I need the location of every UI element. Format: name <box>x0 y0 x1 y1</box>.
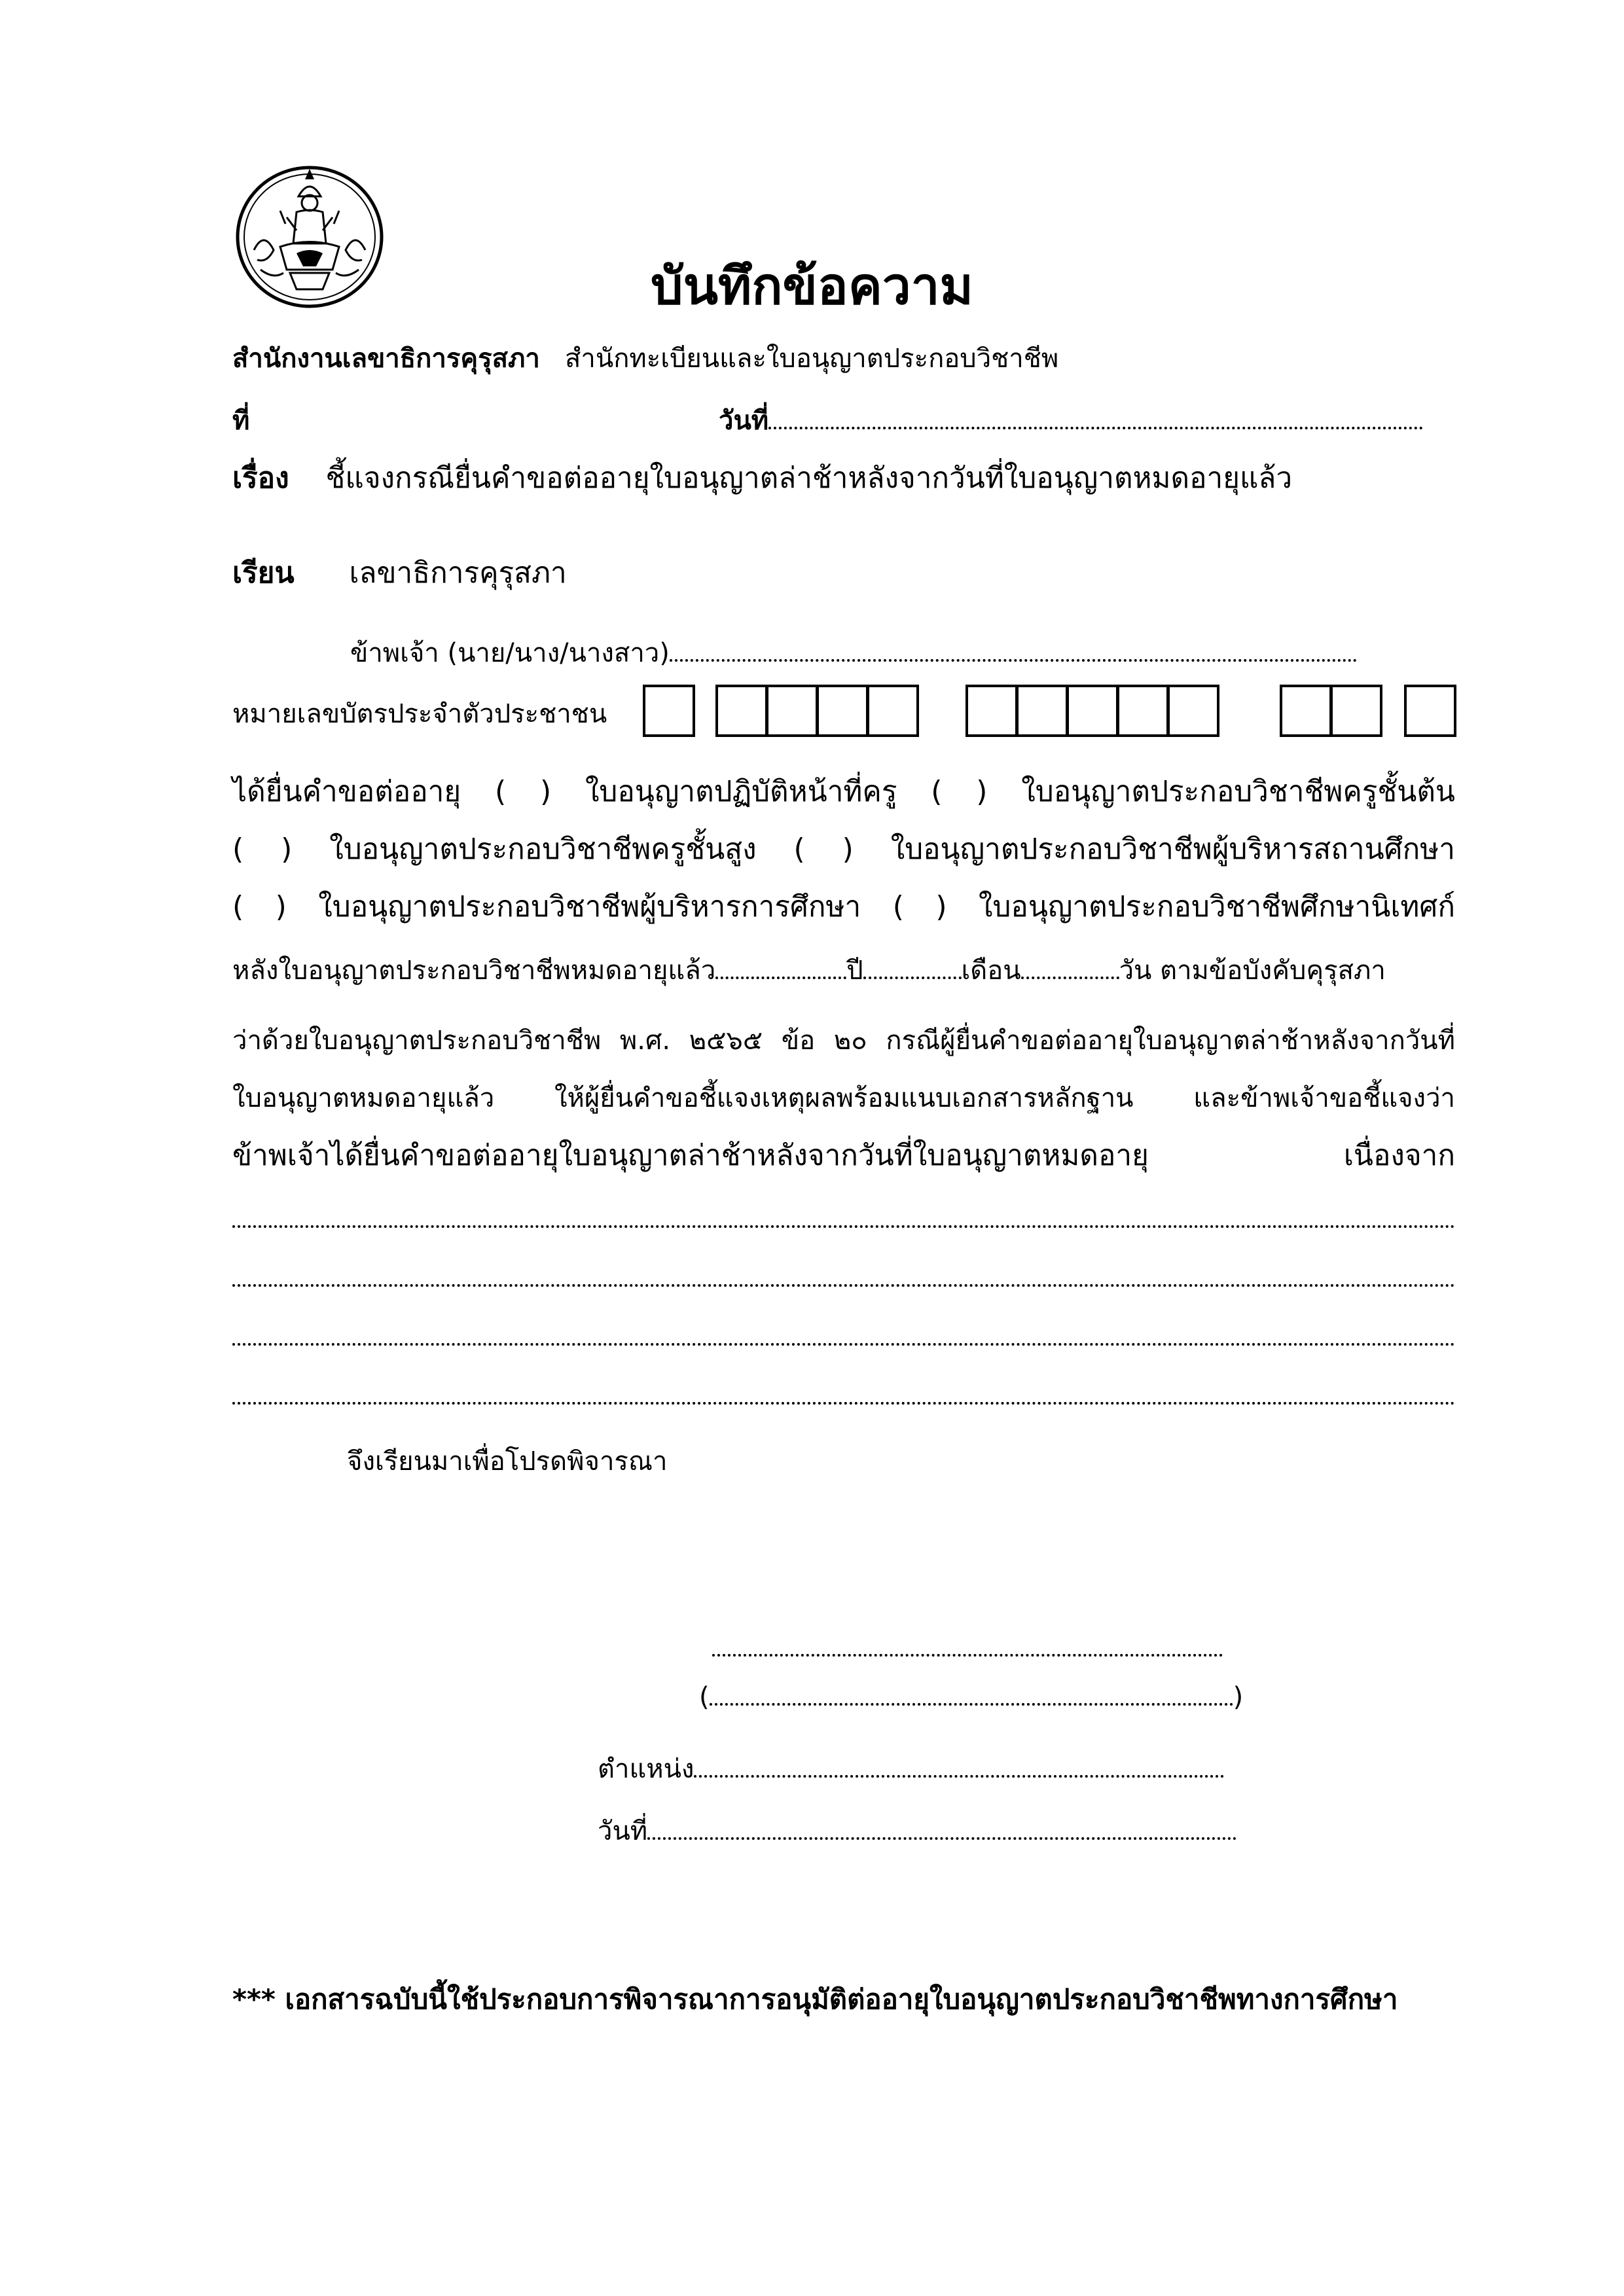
footnote: *** เอกสารฉบับนี้ใช้ประกอบการพิจารณาการอนุมัติต่ออายุใบอนุญาตประกอบวิชาชีพทางการศึกษา <box>232 1983 1398 2015</box>
signature-date-label: วันที่ <box>598 1816 648 1846</box>
name-close-paren: ) <box>1233 1682 1244 1712</box>
days-field[interactable] <box>1021 976 1119 979</box>
closing-text: จึงเรียนมาเพื่อโปรดพิจารณา <box>347 1446 668 1477</box>
id-digit-box[interactable] <box>643 685 695 737</box>
id-digit-box[interactable] <box>1330 685 1382 737</box>
signature-line[interactable] <box>712 1654 1223 1657</box>
page-title: บันทึกข้อความ <box>651 257 973 316</box>
body-line: ข้าพเจ้าได้ยื่นคำขอต่ออายุใบอนุญาตล่าช้าหลังจากวันที่ใบอนุญาตหมดอายุ เนื่องจาก <box>232 1139 1455 1172</box>
id-digit-box[interactable] <box>1016 685 1068 737</box>
expired-duration-line <box>232 949 1386 991</box>
reason-line[interactable] <box>232 1225 1455 1228</box>
position-label: ตำแหน่ง <box>598 1754 695 1784</box>
day-suffix: วัน ตามข้อบังคับคุรุสภา <box>1119 956 1386 986</box>
id-digit-box[interactable] <box>867 685 919 737</box>
years-field[interactable] <box>715 976 846 979</box>
year-label: ปี <box>846 956 863 986</box>
name-open-paren: ( <box>699 1682 710 1712</box>
subject-label: เรื่อง <box>232 461 289 495</box>
id-digit-box[interactable] <box>1404 685 1456 737</box>
subject-line <box>232 455 1292 501</box>
reason-line[interactable] <box>232 1284 1455 1287</box>
no-label: ที่ <box>232 406 250 436</box>
id-digit-box[interactable] <box>1280 685 1332 737</box>
body-line: ( ) ใบอนุญาตประกอบวิชาชีพครูชั้นสูง ( ) ใบอนุญาตประกอบวิชาชีพผู้บริหารสถานศึกษา <box>232 833 1455 866</box>
reason-line[interactable] <box>232 1402 1455 1405</box>
date-label: วันที่ <box>719 406 769 436</box>
org-value: สำนักทะเบียนและใบอนุญาตประกอบวิชาชีพ <box>564 344 1059 374</box>
id-digit-box[interactable] <box>1117 685 1169 737</box>
date-field[interactable] <box>719 399 1423 441</box>
to-label: เรียน <box>232 556 295 590</box>
id-digit-box[interactable] <box>965 685 1018 737</box>
to-value: เลขาธิการคุรุสภา <box>349 556 567 590</box>
id-digit-box[interactable] <box>1167 685 1219 737</box>
signature-date-field[interactable] <box>598 1810 1236 1852</box>
months-field[interactable] <box>863 976 962 979</box>
expired-prefix: หลังใบอนุญาตประกอบวิชาชีพหมดอายุแล้ว <box>232 956 716 986</box>
id-digit-box[interactable] <box>1066 685 1119 737</box>
id-digit-box[interactable] <box>816 685 869 737</box>
month-label: เดือน <box>961 956 1021 986</box>
id-digit-box[interactable] <box>766 685 818 737</box>
position-field[interactable] <box>598 1748 1224 1789</box>
applicant-label: ข้าพเจ้า (นาย/นาง/นางสาว) <box>350 638 670 668</box>
id-digit-box[interactable] <box>715 685 768 737</box>
subject-value: ชี้แจงกรณียื่นคำขอต่ออายุใบอนุญาตล่าช้าหลังจากวันที่ใบอนุญาตหมดอายุแล้ว <box>325 461 1293 495</box>
to-line <box>232 550 567 596</box>
body-line: ได้ยื่นคำขอต่ออายุ ( ) ใบอนุญาตปฏิบัติหน้าที่ครู ( ) ใบอนุญาตประกอบวิชาชีพครูชั้นต้น <box>232 775 1455 808</box>
id-label: หมายเลขบัตรประจำตัวประชาชน <box>232 699 607 729</box>
body-line: ว่าด้วยใบอนุญาตประกอบวิชาชีพ พ.ศ. ๒๕๖๕ ข้อ ๒๐ กรณีผู้ยื่นคำขอต่ออายุใบอนุญาตล่าช้าหลังจากวันที่ <box>232 1026 1455 1056</box>
body-line: ใบอนุญาตหมดอายุแล้ว ให้ผู้ยื่นคำขอชี้แจงเหตุผลพร้อมแนบเอกสารหลักฐาน และข้าพเจ้าขอชี้แจงว่า <box>232 1083 1455 1113</box>
signature-name-field[interactable] <box>699 1682 1243 1712</box>
org-label: สำนักงานเลขาธิการคุรุสภา <box>232 344 540 374</box>
org-line <box>232 337 1058 379</box>
reason-line[interactable] <box>232 1343 1455 1346</box>
body-line: ( ) ใบอนุญาตประกอบวิชาชีพผู้บริหารการศึกษา ( ) ใบอนุญาตประกอบวิชาชีพศึกษานิเทศก์ <box>232 890 1455 924</box>
applicant-field[interactable] <box>350 632 1357 673</box>
